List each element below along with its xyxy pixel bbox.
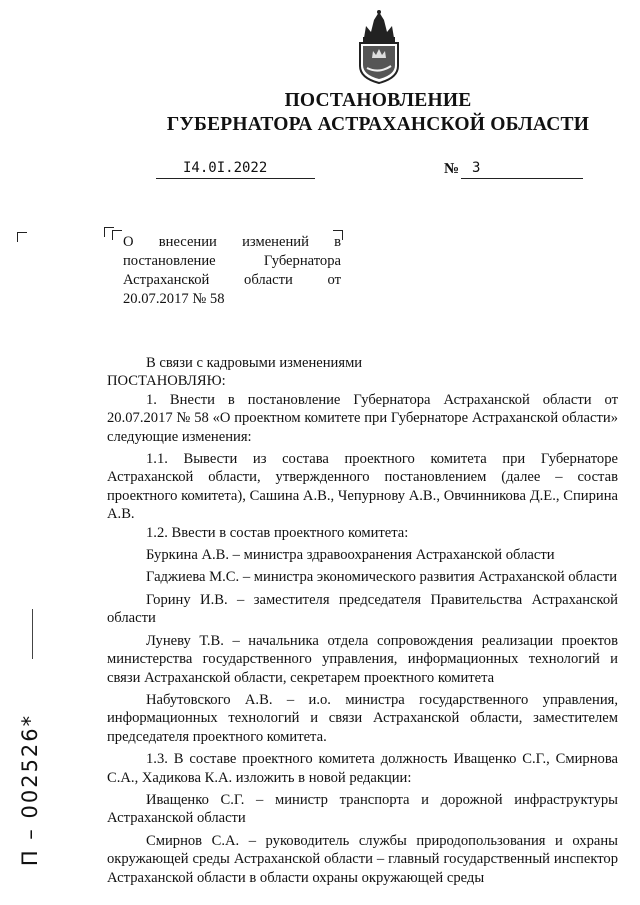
number-label: № — [444, 161, 460, 177]
member-nabutovsky: Набутовского А.В. – и.о. министра государственного управления, информационных технологий и связи Астраханской области, заместителем председателя проектного комитета. — [107, 691, 618, 745]
member-smirnov: Смирнов С.А. – руководитель службы природопользования и охраны окружающей среды Астраханской области – главный государственный инспектор Астраханской области в области охраны окружающей среды — [107, 832, 618, 886]
member-luneva: Луневу Т.В. – начальника отдела сопровождения реализации проектов министерства государственного управления, информационных технологий и связи Астраханской области, секретарем проектного комитета — [107, 632, 618, 686]
document-title-line2: ГУБЕРНАТОРА АСТРАХАНСКОЙ ОБЛАСТИ — [166, 114, 590, 135]
member-gorin: Горину И.В. – заместителя председателя Правительства Астраханской области — [107, 591, 618, 627]
left-margin-corner-mark — [17, 232, 27, 242]
paragraph-1-2: 1.2. Ввести в состав проектного комитета: — [146, 524, 409, 541]
member-burkin: Буркина А.В. – министра здравоохранения Астраханской области — [146, 547, 555, 564]
side-stamp-container — [12, 680, 48, 900]
paragraph-1-1: 1.1. Вывести из состава проектного комитета при Губернаторе Астраханской области, утвержденного постановлением (далее – состав проектного комитета), Сашина А.В., Чепурнову А.В., Овчинникова Д.Е., Спирина А.В. — [107, 451, 618, 523]
document-subject: О внесении изменений в постановление Губернатора Астраханской области от 20.07.2017 № 58 — [123, 234, 341, 307]
paragraph-1-3: 1.3. В составе проектного комитета должность Иващенко С.Г., Смирнова С.А., Хадикова К.А. изложить в новой редакции: — [107, 751, 618, 786]
subject-corner-top-left-inner — [112, 230, 122, 240]
coat-of-arms-emblem — [354, 8, 404, 84]
astrakhan-coat-of-arms-icon — [354, 8, 404, 84]
member-ivashchenko: Иващенко С.Г. – министр транспорта и дорожной инфраструктуры Астраханской области — [107, 791, 618, 827]
member-gadzhiev: Гаджиева М.С. – министра экономического развития Астраханской области — [146, 569, 618, 586]
document-date: I4.0I.2022 — [183, 160, 268, 176]
document-body — [107, 354, 618, 887]
paragraph-1: 1. Внести в постановление Губернатора Астраханской области от 20.07.2017 № 58 «О проектном комитете при Губернаторе Астраханской области» следующие изменения: — [107, 391, 618, 445]
document-title-line1: ПОСТАНОВЛЕНИЕ — [284, 90, 472, 111]
side-stamp-number: П – 002526* — [18, 713, 42, 867]
document-number: 3 — [472, 160, 481, 176]
intro-paragraph: В связи с кадровыми изменениями — [146, 355, 363, 371]
decree-word: ПОСТАНОВЛЯЮ: — [107, 373, 226, 390]
margin-vertical-line — [32, 609, 33, 659]
